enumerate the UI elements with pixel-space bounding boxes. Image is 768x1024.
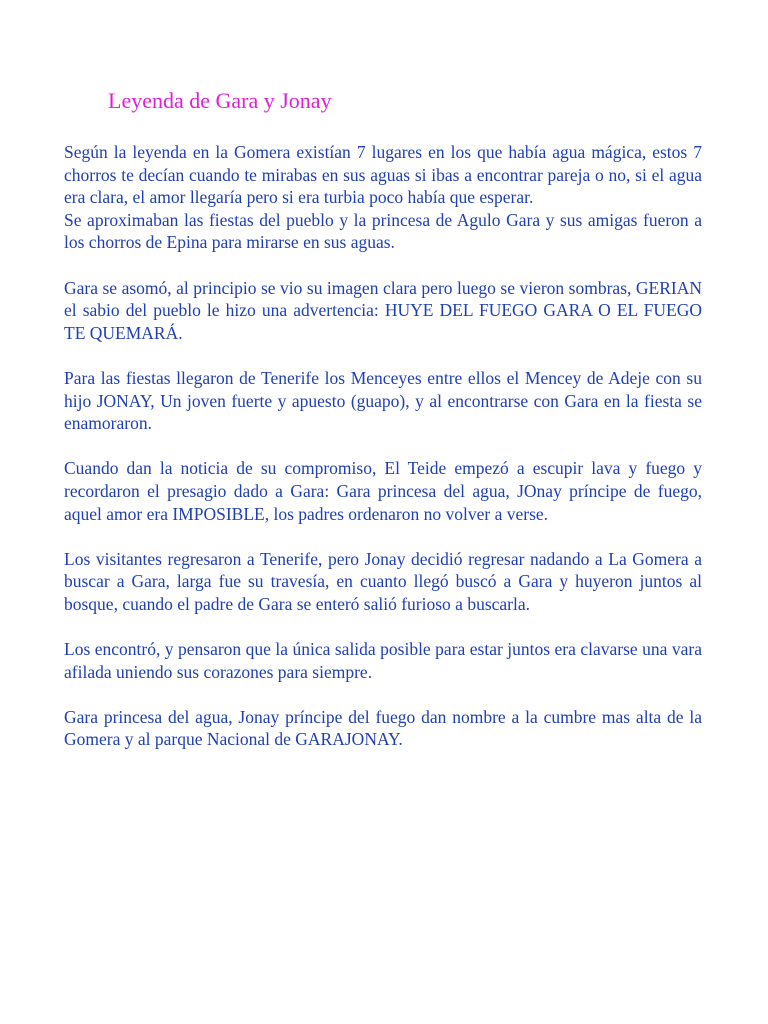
paragraph-menceyes: Para las fiestas llegaron de Tenerife los Menceyes entre ellos el Mencey de Adeje con su hijo JONAY, Un joven fuerte y apuesto (guapo), y al encontrarse con Gara en la fiesta se enamoraron. [64,367,702,434]
document-body [64,141,702,751]
paragraph-garajonay: Gara princesa del agua, Jonay príncipe del fuego dan nombre a la cumbre mas alta de la Gomera y al parque Nacional de GARAJONAY. [64,706,702,750]
paragraph-legend-intro: Según la leyenda en la Gomera existían 7 lugares en los que había agua mágica, estos 7 chorros te decían cuando te mirabas en sus aguas si ibas a encontrar pareja o no, si el agua era clara, el amor llegaría pero si era turbia poco había que esperar. [64,142,702,208]
paragraph-final: Los encontró, y pensaron que la única salida posible para estar juntos era clavarse una vara afilada uniendo sus corazones para siempre. [64,639,702,682]
paragraph-travesia: Los visitantes regresaron a Tenerife, pero Jonay decidió regresar nadando a La Gomera a buscar a Gara, larga fue su travesía, en cuanto llegó buscó a Gara y huyeron juntos al bosque, cuando el padre de Gara se enteró salió furioso a buscarla. [64,548,702,614]
paragraph-fiestas: Se aproximaban las fiestas del pueblo y la princesa de Agulo Gara y sus amigas fueron a los chorros de Epina para mirarse en sus aguas. [64,209,702,253]
paragraph-warning: Gara se asomó, al principio se vio su imagen clara pero luego se vieron sombras, GERIAN el sabio del pueblo le hizo una advertencia: HUYE DEL FUEGO GARA O EL FUEGO TE QUEMARÁ. [64,277,702,343]
document-title: Leyenda de Gara y Jonay [108,88,332,113]
paragraph-compromiso: Cuando dan la noticia de su compromiso, El Teide empezó a escupir lava y fuego y recordaron el presagio dado a Gara: Gara princesa del agua, JOnay príncipe de fuego, aquel amor era IMPOSIBLE, los padres ordenaron no volver a verse. [64,458,702,524]
